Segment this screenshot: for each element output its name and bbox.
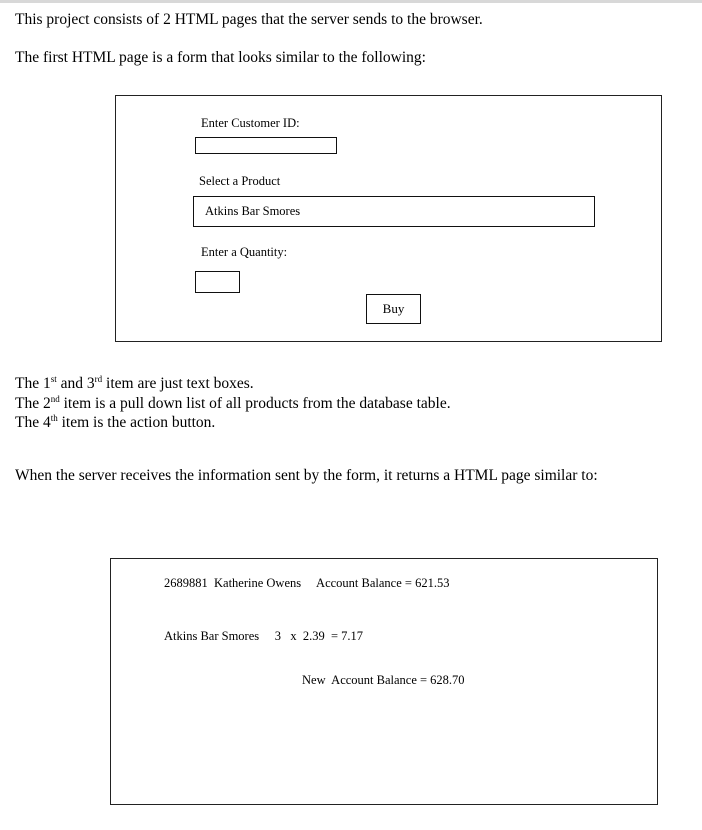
product-select[interactable] bbox=[193, 196, 595, 227]
note-item-3 bbox=[15, 414, 215, 432]
customer-id-label: Enter Customer ID: bbox=[201, 116, 300, 130]
intro-line-2: The first HTML page is a form that looks similar to the following: bbox=[15, 49, 426, 66]
note-item-1-sup2: rd bbox=[94, 373, 103, 384]
note-item-1-post: item are just text boxes. bbox=[102, 375, 254, 392]
buy-button[interactable]: Buy bbox=[366, 294, 421, 324]
intro-line-1: This project consists of 2 HTML pages that the server sends to the browser. bbox=[15, 11, 483, 28]
note-item-2 bbox=[15, 395, 451, 413]
product-label: Select a Product bbox=[199, 174, 281, 188]
note-item-2-pre: The 2 bbox=[15, 395, 51, 412]
note-item-1-sup1: st bbox=[50, 373, 57, 384]
response-intro: When the server receives the information sent by the form, it returns a HTML page similar to: bbox=[15, 467, 598, 484]
note-item-2-sup: nd bbox=[50, 393, 60, 404]
top-divider bbox=[0, 0, 702, 3]
note-item-1 bbox=[15, 375, 254, 393]
note-item-3-pre: The 4 bbox=[15, 414, 51, 431]
quantity-input[interactable] bbox=[195, 271, 240, 293]
result-order-line: Atkins Bar Smores 3 x 2.39 = 7.17 bbox=[164, 629, 364, 643]
note-item-1-pre: The 1 bbox=[15, 375, 51, 392]
product-select-value: Atkins Bar Smores bbox=[205, 204, 301, 218]
result-customer-line: 2689881 Katherine Owens Account Balance = 621.53 bbox=[164, 576, 450, 590]
note-item-1-mid: and 3 bbox=[56, 375, 95, 392]
quantity-label: Enter a Quantity: bbox=[201, 245, 288, 259]
result-new-balance-line: New Account Balance = 628.70 bbox=[302, 673, 465, 687]
note-item-3-post: item is the action button. bbox=[57, 414, 216, 431]
customer-id-input[interactable] bbox=[195, 137, 337, 154]
note-item-3-sup: th bbox=[50, 412, 58, 423]
note-item-2-post: item is a pull down list of all products from the database table. bbox=[59, 395, 451, 412]
